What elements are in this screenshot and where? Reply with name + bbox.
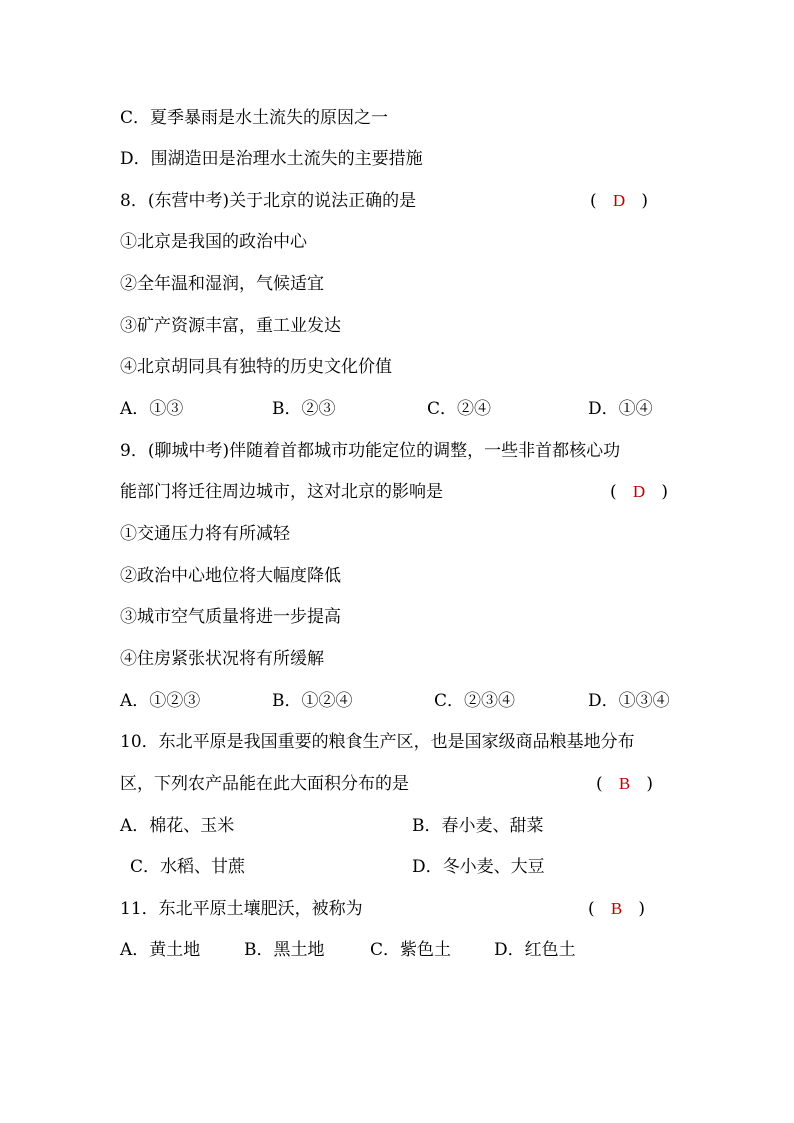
q8-option-d: D．①④	[588, 399, 653, 419]
q9-statement-1: ①交通压力将有所减轻	[120, 524, 290, 544]
q11-answer-bracket: ( B )	[588, 899, 646, 919]
q10-option-c: C．水稻、甘蔗	[130, 857, 246, 877]
q9-option-d: D．①③④	[588, 691, 670, 711]
q8-option-b: B．②③	[272, 399, 336, 419]
q8-statement-3: ③矿产资源丰富，重工业发达	[120, 316, 341, 336]
q11-option-c: C．紫色土	[370, 940, 452, 960]
q10-option-b: B．春小麦、甜菜	[412, 816, 544, 836]
q11-stem: 11．东北平原土壤肥沃，被称为	[120, 899, 363, 919]
q11-option-d: D．红色土	[494, 940, 576, 960]
q9-statement-3: ③城市空气质量将进一步提高	[120, 607, 341, 627]
q8-stem: 8．(东营中考)关于北京的说法正确的是	[120, 191, 417, 211]
q8-option-c: C．②④	[427, 399, 492, 419]
q10-option-d: D．冬小麦、大豆	[412, 857, 545, 877]
q10-answer: B	[618, 774, 631, 793]
q8-answer-bracket: ( D )	[590, 191, 648, 211]
q11-option-a: A．黄土地	[120, 940, 201, 960]
q11-option-b: B．黑土地	[244, 940, 325, 960]
q9-statement-4: ④住房紧张状况将有所缓解	[120, 649, 324, 669]
q9-option-a: A．①②③	[120, 691, 201, 711]
q9-statement-2: ②政治中心地位将大幅度降低	[120, 566, 341, 586]
q8-statement-2: ②全年温和湿润，气候适宜	[120, 274, 324, 294]
q8-statement-1: ①北京是我国的政治中心	[120, 232, 307, 252]
q9-option-c: C．②③④	[434, 691, 516, 711]
q10-stem-line1: 10．东北平原是我国重要的粮食生产区，也是国家级商品粮基地分布	[120, 732, 635, 752]
q10-option-a: A．棉花、玉米	[120, 816, 235, 836]
q10-answer-bracket: ( B )	[596, 774, 654, 794]
q9-option-b: B．①②④	[272, 691, 353, 711]
q8-option-a: A．①③	[120, 399, 184, 419]
q9-stem-line1: 9．(聊城中考)伴随着首都城市功能定位的调整，一些非首都核心功	[120, 441, 621, 461]
q8-answer: D	[612, 191, 626, 210]
q7-option-c: C．夏季暴雨是水土流失的原因之一	[120, 108, 389, 128]
q7-option-d: D．围湖造田是治理水土流失的主要措施	[120, 149, 423, 169]
q9-stem-line2: 能部门将迁往周边城市，这对北京的影响是	[120, 482, 443, 502]
q10-stem-line2: 区，下列农产品能在此大面积分布的是	[120, 774, 409, 794]
q9-answer: D	[632, 482, 646, 501]
q11-answer: B	[610, 899, 623, 918]
q8-statement-4: ④北京胡同具有独特的历史文化价值	[120, 357, 392, 377]
q9-answer-bracket: ( D )	[610, 482, 668, 502]
